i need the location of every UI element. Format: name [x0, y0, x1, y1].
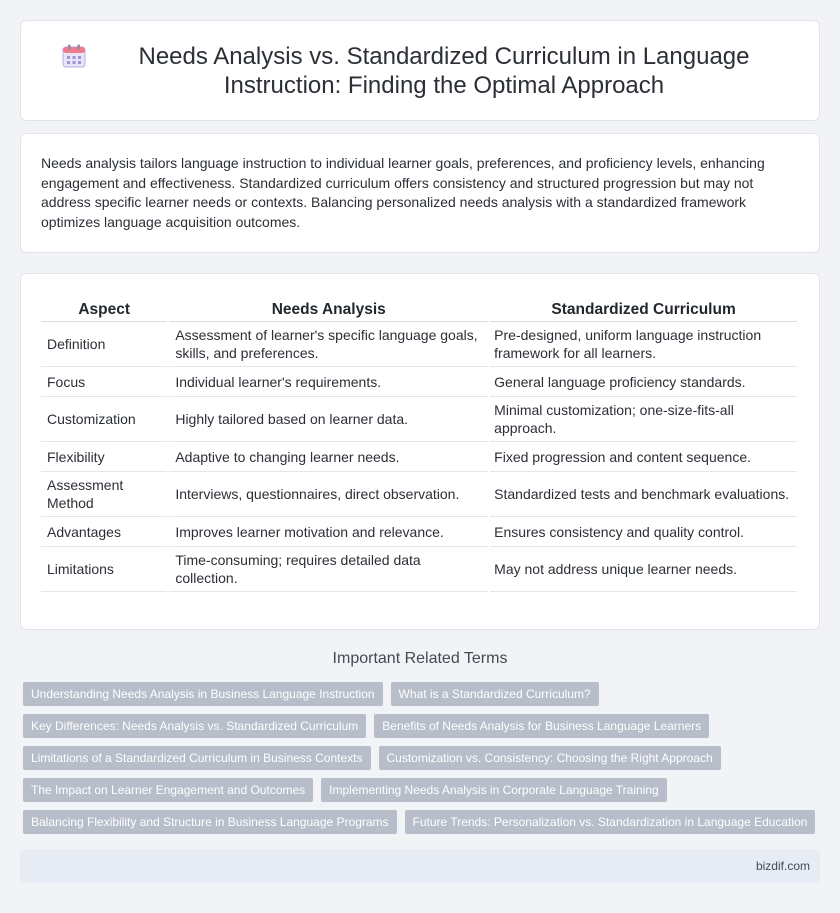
- comparison-table-card: [20, 273, 820, 630]
- table-cell: Assessment Method: [41, 472, 167, 517]
- page-title: Needs Analysis vs. Standardized Curriculum in Language Instruction: Finding the Optimal Approach: [138, 42, 750, 99]
- related-term-tag[interactable]: What is a Standardized Curriculum?: [391, 682, 599, 706]
- table-cell: Limitations: [41, 547, 167, 592]
- calendar-icon: [61, 43, 87, 69]
- footer-site-link[interactable]: bizdif.com: [755, 859, 810, 873]
- table-row: [41, 322, 797, 367]
- related-term-tag[interactable]: Understanding Needs Analysis in Business Language Instruction: [23, 682, 383, 706]
- table-header-row: [41, 294, 797, 322]
- table-cell: Individual learner's requirements.: [169, 367, 488, 397]
- table-cell: Improves learner motivation and relevance.: [169, 517, 488, 547]
- header-aspect: Aspect: [41, 294, 167, 322]
- related-term-tag[interactable]: Future Trends: Personalization vs. Standardization in Language Education: [405, 810, 816, 834]
- table-row: [41, 397, 797, 442]
- table-row: [41, 517, 797, 547]
- table-row: [41, 367, 797, 397]
- related-term-tag[interactable]: Limitations of a Standardized Curriculum in Business Contexts: [23, 746, 371, 770]
- table-cell: Adaptive to changing learner needs.: [169, 442, 488, 472]
- table-row: [41, 472, 797, 517]
- comparison-table: [39, 294, 799, 592]
- table-cell: Pre-designed, uniform language instruction framework for all learners.: [490, 322, 797, 367]
- header-needs-analysis: Needs Analysis: [169, 294, 488, 322]
- footer: [20, 849, 820, 883]
- related-term-tag[interactable]: Key Differences: Needs Analysis vs. Standardized Curriculum: [23, 714, 366, 738]
- related-terms-title: Important Related Terms: [332, 650, 508, 667]
- table-cell: Time-consuming; requires detailed data collection.: [169, 547, 488, 592]
- table-cell: May not address unique learner needs.: [490, 547, 797, 592]
- table-cell: Definition: [41, 322, 167, 367]
- related-term-tag[interactable]: Customization vs. Consistency: Choosing the Right Approach: [379, 746, 721, 770]
- table-cell: Ensures consistency and quality control.: [490, 517, 797, 547]
- table-cell: Assessment of learner's specific language goals, skills, and preferences.: [169, 322, 488, 367]
- table-row: [41, 547, 797, 592]
- table-cell: Flexibility: [41, 442, 167, 472]
- table-cell: General language proficiency standards.: [490, 367, 797, 397]
- table-cell: Customization: [41, 397, 167, 442]
- table-cell: Advantages: [41, 517, 167, 547]
- table-cell: Minimal customization; one-size-fits-all approach.: [490, 397, 797, 442]
- table-cell: Focus: [41, 367, 167, 397]
- table-row: [41, 442, 797, 472]
- related-term-tag[interactable]: Implementing Needs Analysis in Corporate Language Training: [321, 778, 667, 802]
- header-card: [20, 20, 820, 121]
- related-terms-list: [23, 682, 823, 842]
- table-cell: Fixed progression and content sequence.: [490, 442, 797, 472]
- header-standardized-curriculum: Standardized Curriculum: [490, 294, 797, 322]
- table-cell: Standardized tests and benchmark evaluations.: [490, 472, 797, 517]
- related-term-tag[interactable]: Balancing Flexibility and Structure in Business Language Programs: [23, 810, 397, 834]
- related-term-tag[interactable]: The Impact on Learner Engagement and Outcomes: [23, 778, 313, 802]
- related-term-tag[interactable]: Benefits of Needs Analysis for Business Language Learners: [374, 714, 709, 738]
- table-cell: Interviews, questionnaires, direct observation.: [169, 472, 488, 517]
- summary-card: [20, 133, 820, 253]
- table-cell: Highly tailored based on learner data.: [169, 397, 488, 442]
- summary-text: Needs analysis tailors language instruction to individual learner goals, preferences, and proficiency levels, enhancing engagement and effectiveness. Standardized curriculum offers consistency and structured progression but may not address specific learner needs or contexts. Balancing personalized needs analysis with a standardized framework optimizes language acquisition outcomes.: [41, 155, 765, 230]
